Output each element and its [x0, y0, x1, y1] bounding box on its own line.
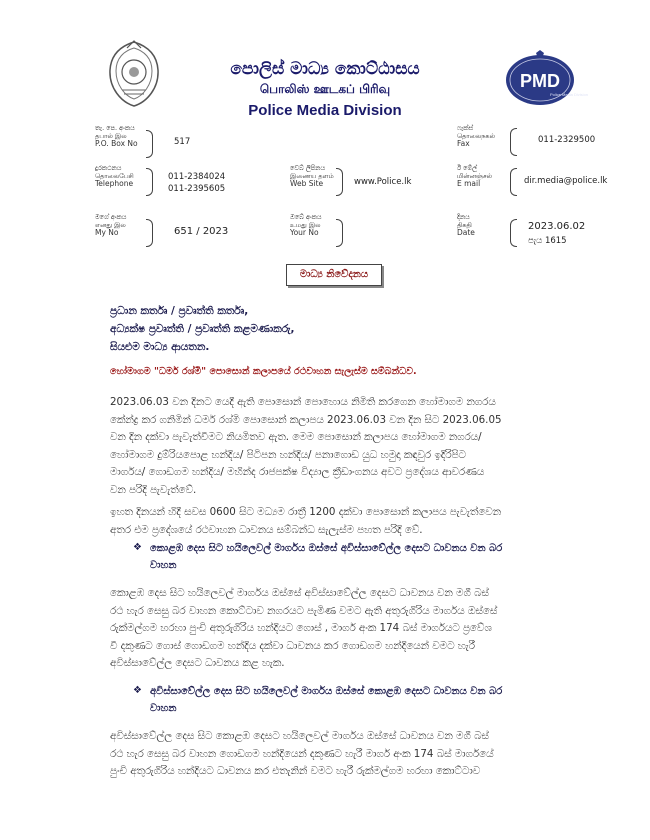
yourno-label: ඔබේ අංකය உமது இல Your No: [290, 213, 322, 237]
website-value: www.Police.lk: [354, 177, 412, 187]
title-english: Police Media Division: [248, 102, 402, 119]
text-line: හෝමාගම දුම්රියපොළ හන්දිය/ පිටිපන හන්දිය/ පනාගොඩ යුධ හමුදා කඳවුර ඉදිරිපිට: [110, 448, 466, 461]
telephone-value-1: 011-2384024: [168, 172, 226, 182]
text-line: රුක්මල්ගම හරහා පුංචි අතුරුගිරිය හන්දියට ගොස් , මාර්ග අංක 174 බස් මාර්ගයට ප්‍රවේශ: [110, 622, 492, 635]
bracket: [510, 128, 517, 156]
text-line: මාර්ගය/ ගොඩගම හන්දිය/ මහින්ද රාජපක්ෂ විද්‍යාල ක්‍රීඩාංගනය අවට ප්‍රදේශය ආවරණය: [110, 466, 485, 479]
bracket: [336, 168, 343, 196]
date-label: දිනය திகதி Date: [457, 213, 475, 237]
time-value: පැය 1615: [528, 236, 567, 246]
email-label: ඊ මේල් மின்னஞ்சல் E mail: [457, 164, 492, 188]
bullet-heading-2: අවිස්සාවේල්ල දෙස සිට හයිලෙවල් මාර්ගය ඔස්සේ කොළඹ දෙසට ධාවනය වන බර වාහන: [150, 686, 503, 714]
text-line: අවිස්සාවේල්ල දෙසට ධාවනය කළ හැක.: [110, 657, 285, 670]
website-label: වෙබ් ලිපිනය இணைய தளம் Web Site: [290, 164, 334, 188]
notice-title: මාධ්‍ය නිවේදනය: [286, 264, 382, 286]
bracket: [336, 219, 343, 247]
paragraph-2: [110, 504, 580, 539]
title-tamil: பொலிஸ் ஊடகப் பிரிவு: [259, 82, 391, 96]
telephone-label: දුරකථනය தொலைபேசி Telephone: [95, 164, 134, 188]
text-line: කොළඹ දෙස සිට හයිලෙවල් මාර්ගය ඔස්සේ අවිස්සාවේල්ල දෙසට ධාවනය වන මගී බස්: [110, 587, 489, 599]
pobox-value: 517: [174, 137, 191, 147]
fax-value: 011-2329500: [538, 135, 596, 145]
telephone-value-2: 011-2395605: [168, 184, 226, 194]
text-line: රථ හැර සෙසු බර වාහන කොට්ටාව නගරයට පැමිණ වමට ඇති අතුරුගිරිය මාර්ගය ඔස්සේ: [110, 604, 498, 617]
text-line: ඉහත දිනයන් හිදී සවස 0600 සිට මධ්‍යම රාත්‍රී 1200 දක්වා පොසොන් කලාපය පැවැත්වෙන: [110, 506, 502, 518]
addressee-line: ප්‍රධාන කර්තෘ / ප්‍රවෘත්ති කර්තෘ,: [110, 305, 249, 317]
bullet-heading-1: කොළඹ දෙස සිට හයිලෙවල් මාර්ගය ඔස්සේ අවිස්සාවේල්ල දෙසට ධාවනය වන බර වාහන: [150, 543, 503, 571]
text-line: අතර එම ප්‍රදේශයේ රථවාහන ධාවනය සම්බන්ධ සැලැස්ම පහත පරිදි වේ.: [110, 523, 423, 536]
bracket: [510, 168, 517, 196]
pobox-label: තැ. පෙ. අංකය தபால் இல P.O. Box No: [95, 124, 138, 148]
pmd-logo-subtext: Police Media Division: [550, 92, 589, 97]
text-line: වන පරිදි පැවැත්වේ.: [110, 483, 197, 496]
myno-label: මගේ අංකය எனது இல My No: [95, 213, 127, 237]
text-line: වී දකුණට ගොස් ගොඩගම හන්දිය දක්වා ධාවනය කර ගොඩගම හන්දියෙන් වමට හැරී: [110, 639, 475, 652]
text-line: වන දින දක්වා පැවැත්වීමට නියමිතව ඇත. මෙම පොසොන් කලාපය හෝමාගම නගරය/: [110, 431, 482, 444]
bullet-diamond-icon: ❖: [133, 542, 142, 553]
addressee-line: සියළුම මාධ්‍ය ආයතන.: [110, 341, 210, 353]
fax-label: ෆැක්ස් தொலைநகல் Fax: [457, 124, 495, 148]
paragraph-4: [110, 728, 580, 781]
paragraph-1: [110, 394, 580, 500]
bracket: [510, 219, 517, 247]
pmd-logo-text: PMD: [520, 71, 560, 91]
email-value: dir.media@police.lk: [524, 176, 608, 186]
date-value: 2023.06.02: [528, 221, 586, 232]
pmd-logo: [503, 50, 589, 106]
text-line: පුංචි අතුරුගිරිය හන්දියට ධාවනය කර එතැනින් වමට හැරී රුක්මල්ගම හරහා කොට්ටාව: [110, 765, 481, 778]
paragraph-3: [110, 585, 580, 673]
bullet-diamond-icon: ❖: [133, 685, 142, 696]
bracket: [146, 219, 153, 247]
text-line: කේන්ද්‍ර කර ගනිමින් ධර්ම රශ්මි පොසොන් කලාපය 2023.06.03 වන දින සිට 2023.06.05: [110, 413, 502, 426]
bracket: [146, 130, 153, 158]
bracket: [146, 168, 153, 196]
addressee-line: අධ්‍යක්ෂ ප්‍රවෘත්ති / ප්‍රවෘත්ති කළමණාකරු,: [110, 323, 295, 335]
text-line: රථ හැර සෙසු බර වාහන ගොඩගම හන්දියෙන් දකුණට හැරී මාර්ග අංක 174 බස් මාර්ගයේ: [110, 747, 494, 760]
myno-value: 651 / 2023: [174, 226, 229, 237]
title-sinhala: පොලිස් මාධ්‍ය කොට්ඨාසය: [230, 59, 420, 79]
text-line: 2023.06.03 වන දිනට යෙදී ඇති පොසොන් පොහොය නිමිති කරගෙන හෝමාගම නගරය: [110, 396, 496, 408]
text-line: අවිස්සාවේල්ල දෙස සිට කොළඹ දෙසට හයිලෙවල් මාර්ගය ඔස්සේ ධාවනය වන මගී බස්: [110, 730, 489, 742]
subject-line: හෝමාගම "ධර්ම රශ්මි" පොසොන් කලාපයේ රථවාහන සැලැස්ම සම්බන්ධව.: [110, 366, 417, 377]
